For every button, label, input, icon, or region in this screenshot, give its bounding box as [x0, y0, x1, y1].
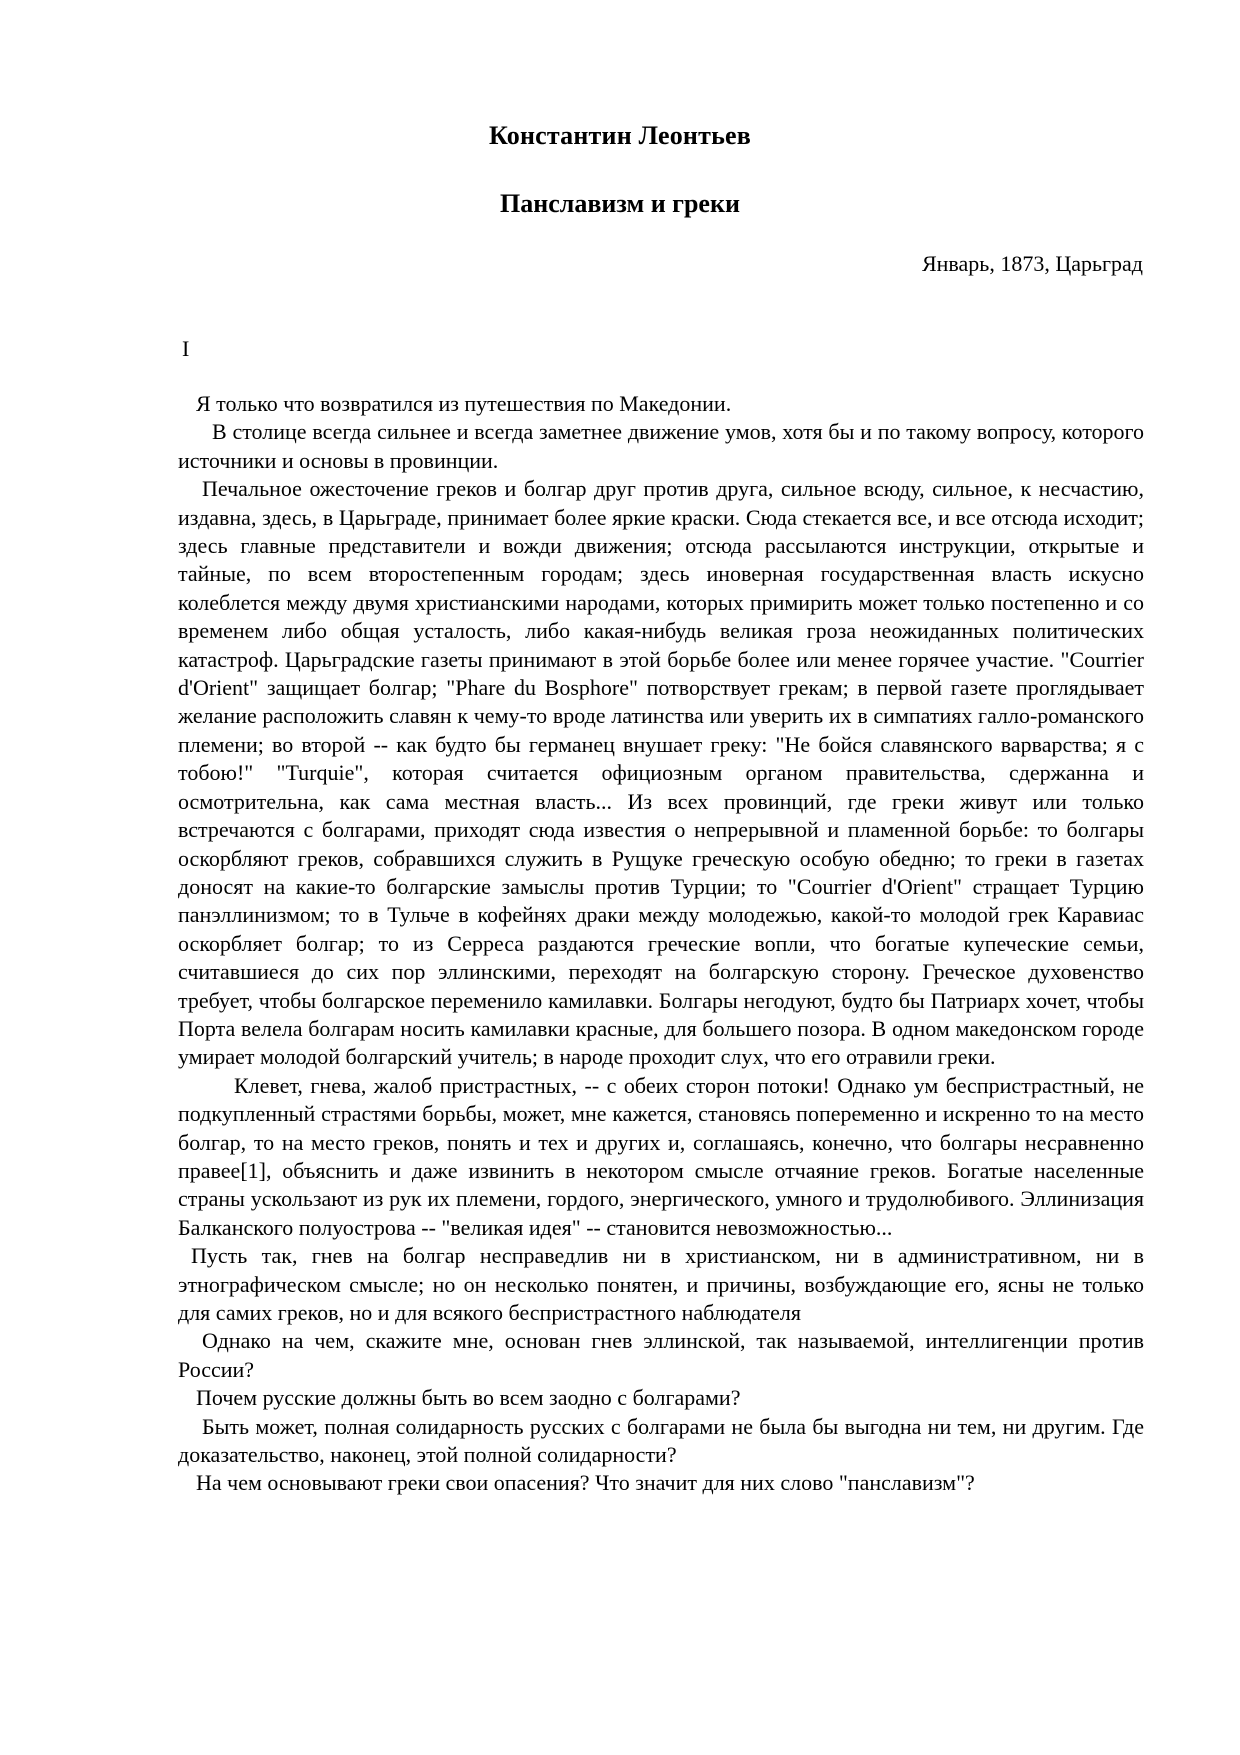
paragraph-9: На чем основывают греки свои опасения? Что значит для них слово "панславизм"? — [196, 1470, 975, 1496]
article-title: Панславизм и греки — [500, 189, 740, 218]
section-number: I — [182, 336, 190, 361]
paragraph-7: Почем русские должны быть во всем заодно с болгарами? — [196, 1385, 741, 1411]
paragraph-1: Я только что возвратился из путешествия по Македонии. — [196, 391, 732, 416]
author-heading: Константин Леонтьев — [489, 121, 751, 150]
paragraph-2: В столице всегда сильнее и всегда заметнее движение умов, хотя бы и по такому вопросу, которого источники и основы в провинции. — [178, 419, 1144, 473]
paragraph-5: Пусть так, гнев на болгар несправедлив ни в христианском, ни в административном, ни в этнографическом смысле; но он несколько понятен, и причины, возбуждающие его, ясны не только для самих греков, но и для всякого беспристрастного наблюдателя — [178, 1243, 1144, 1325]
article-body — [178, 390, 1144, 1498]
paragraph-4: Клевет, гнева, жалоб пристрастных, -- с обеих сторон потоки! Однако ум беспристрастный, не подкупленный страстями борьбы, может, мне кажется, становясь попеременно и искренно то на место болгар, то на место греков, понять и тех и других и, соглашаясь, конечно, что болгары несравненно правее[1], объяснить и даже извинить в некотором смысле отчаяние греков. Богатые населенные страны ускользают из рук их племени, гордого, энергического, умного и трудолюбивого. Эллинизация Балканского полуострова -- "великая идея" -- становится невозможностью... — [178, 1072, 1144, 1240]
paragraph-6: Однако на чем, скажите мне, основан гнев эллинской, так называемой, интеллигенции против России? — [178, 1328, 1144, 1382]
paragraph-8: Быть может, полная солидарность русских с болгарами не была бы выгодна ни тем, ни другим. Где доказательство, наконец, этой полной солидарности? — [178, 1413, 1144, 1468]
dateline: Январь, 1873, Царьград — [921, 251, 1143, 276]
paragraph-3: Печальное ожесточение греков и болгар друг против друга, сильное всюду, сильное, к несчастию, издавна, здесь, в Царьграде, принимает более яркие краски. Сюда стекается все, и все отсюда исходит; здесь главные представители и вожди движения; отсюда рассылаются инструкции, открытые и тайные, по всем второстепенным городам; здесь иноверная государственная власть искусно колеблется между двумя христианскими народами, которых примирить может только постепенно и со временем либо общая усталость, либо какая-нибудь великая гроза неожиданных политических катастроф. Царьградские газеты принимают в этой борьбе более или менее горячее участие. "Courrier d'Orient" защищает болгар; "Phare du Bosphore" потворствует грекам; в первой газете проглядывает желание расположить славян к чему-то вроде латинства или уверить их в симпатиях галло-романского племени; во второй -- как будто бы германец внушает греку: "Не бойся славянского варварства; я с тобою!" "Turquie", которая считается официозным органом правительства, сдержанна и осмотрительна, как сама местная власть... Из всех провинций, где греки живут или только встречаются с болгарами, приходят сюда известия о непрерывной и пламенной борьбе: то болгары оскорбляют греков, собравшихся служить в Рущуке греческую особую обедню; то греки в газетах доносят на какие-то болгарские замыслы против Турции; то "Courrier d'Orient" стращает Турцию панэллинизмом; то в Тульче в кофейнях драки между молодежью, какой-то молодой грек Каравиас оскорбляет болгар; то из Серреса раздаются греческие вопли, что богатые купеческие семьи, считавшиеся до сих пор эллинскими, переходят на болгарскую сторону. Греческое духовенство требует, чтобы болгарское переменило камилавки. Болгары негодуют, будто бы Патриарх хочет, чтобы Порта велела болгарам носить камилавки красные, для большего позора. В одном македонском городе умирает молодой болгарский учитель; в народе проходит слух, что его отравили греки. — [178, 476, 1144, 1070]
